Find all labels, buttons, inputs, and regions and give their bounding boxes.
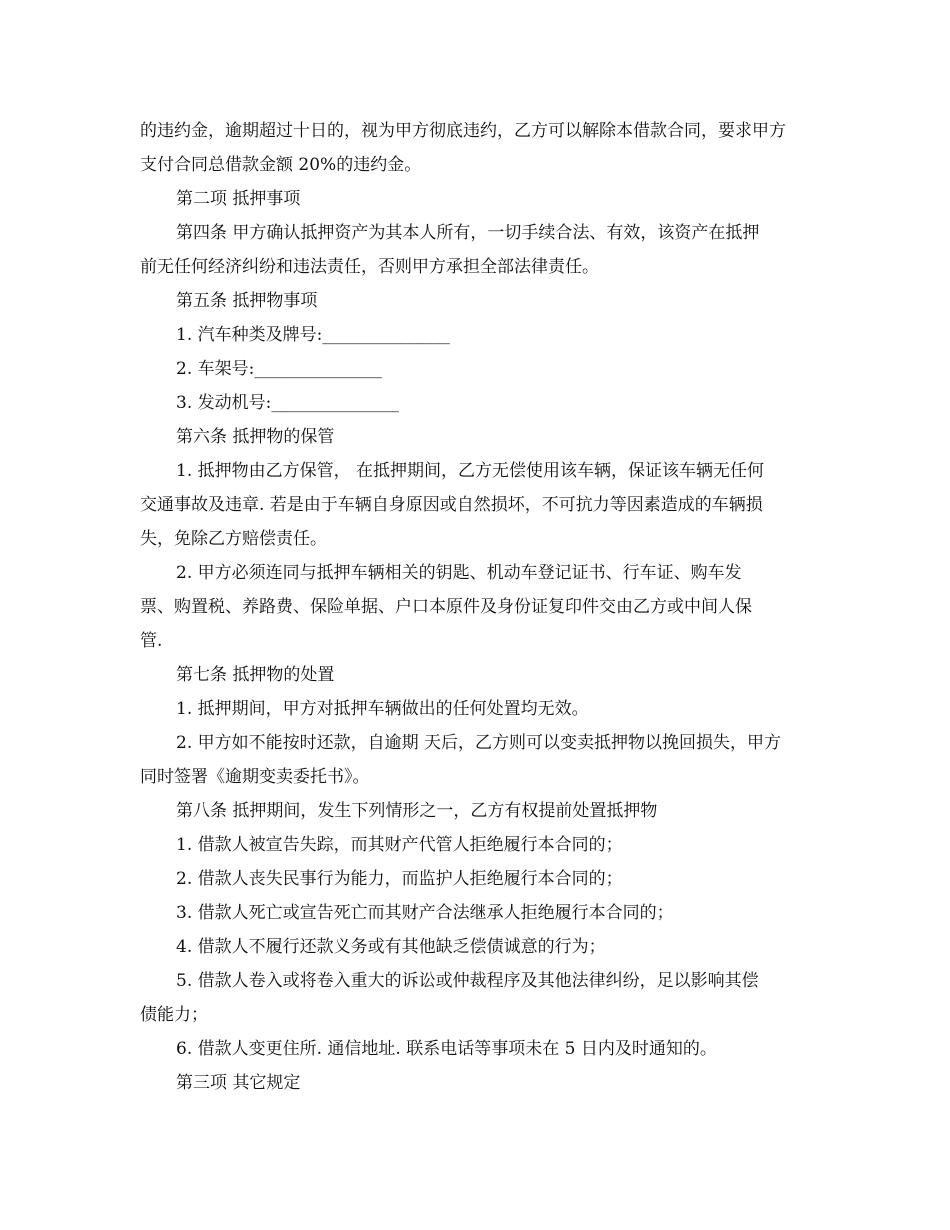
document-text-line: 3. 借款人死亡或宣告死亡而其财产合法继承人拒绝履行本合同的； [176,903,674,923]
document-text-line: 第三项 其它规定 [176,1073,301,1093]
document-text-line: 失，免除乙方赔偿责任。 [140,529,327,549]
document-text-line: 5. 借款人卷入或将卷入重大的诉讼或仲裁程序及其他法律纠纷，足以影响其偿 [176,971,759,991]
document-text-line: 1. 抵押期间，甲方对抵押车辆做出的任何处置均无效。 [176,699,589,719]
document-text-line: 交通事故及违章. 若是由于车辆自身原因或自然损坏，不可抗力等因素造成的车辆损 [140,495,763,515]
document-text-line: 4. 借款人不履行还款义务或有其他缺乏偿债诚意的行为； [176,937,606,957]
document-text-line: 2. 甲方如不能按时还款，自逾期 天后，乙方则可以变卖抵押物以挽回损失，甲方 [176,733,782,753]
document-text-line: 前无任何经济纠纷和违法责任，否则甲方承担全部法律责任。 [140,257,599,277]
document-text-line: 第五条 抵押物事项 [176,291,318,311]
document-text-line: 1. 抵押物由乙方保管， 在抵押期间，乙方无偿使用该车辆，保证该车辆无任何 [176,461,765,481]
document-text-line: 第八条 抵押期间，发生下列情形之一，乙方有权提前处置抵押物 [176,801,658,821]
document-text-line: 6. 借款人变更住所. 通信地址. 联系电话等事项未在 5 日内及时通知的。 [176,1039,717,1059]
document-text-line: 1. 汽车种类及牌号:_______________ [176,325,450,345]
document-text-line: 同时签署《逾期变卖委托书》。 [140,767,370,787]
document-text-line: 的违约金，逾期超过十日的，视为甲方彻底违约，乙方可以解除本借款合同，要求甲方 [140,121,786,141]
document-text-line: 2. 车架号:_______________ [176,359,382,379]
document-text-line: 3. 发动机号:_______________ [176,393,399,413]
document-text-line: 第二项 抵押事项 [176,189,301,209]
document-text-line: 1. 借款人被宣告失踪，而其财产代管人拒绝履行本合同的； [176,835,623,855]
document-text-line: 2. 借款人丧失民事行为能力，而监护人拒绝履行本合同的； [176,869,623,889]
document-text-line: 第六条 抵押物的保管 [176,427,335,447]
document-text-line: 第七条 抵押物的处置 [176,665,335,685]
document-text-line: 债能力； [140,1005,208,1025]
document-text-line: 第四条 甲方确认抵押资产为其本人所有，一切手续合法、有效，该资产在抵押 [176,223,760,243]
document-body [140,114,816,1100]
document-text-line: 支付合同总借款金额 20%的违约金。 [140,155,422,175]
document-text-line: 管. [140,631,163,651]
document-text-line: 票、购置税、养路费、保险单据、户口本原件及身份证复印件交由乙方或中间人保 [140,597,752,617]
document-text-line: 2. 甲方必须连同与抵押车辆相关的钥匙、机动车登记证书、行车证、购车发 [176,563,742,583]
